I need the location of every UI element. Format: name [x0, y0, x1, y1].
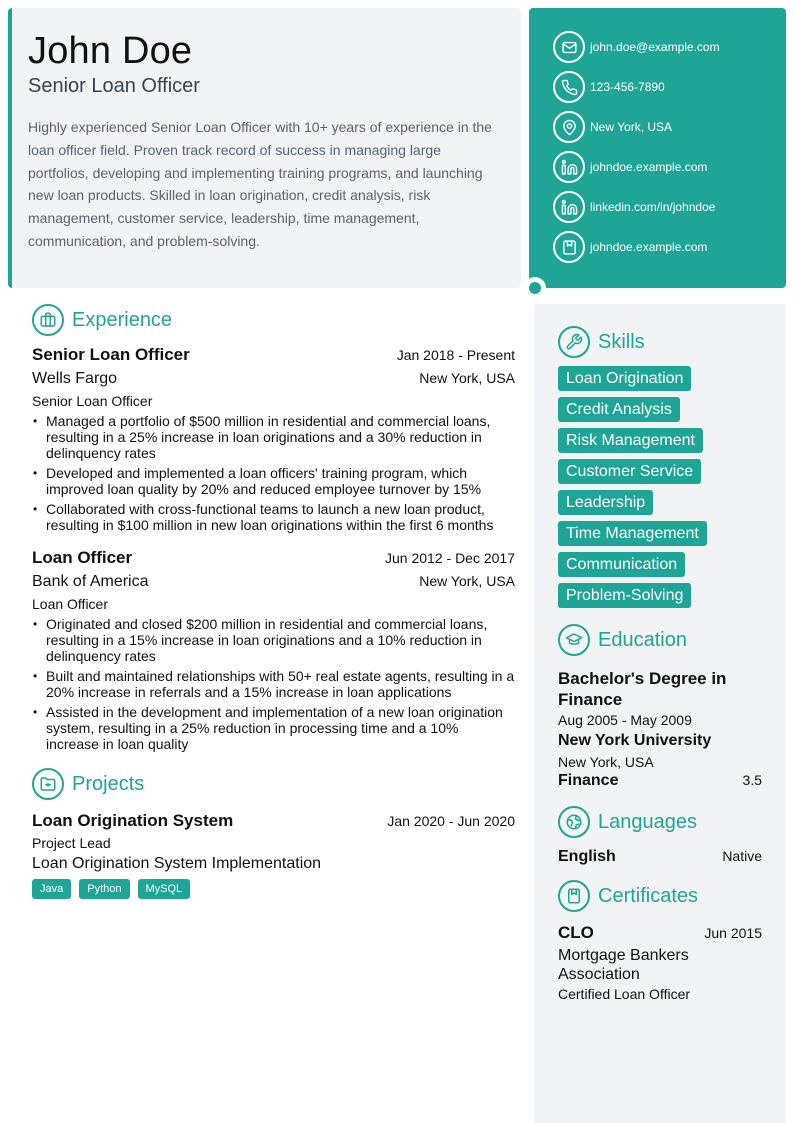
job-location: New York, USA — [419, 370, 515, 386]
graduation-cap-icon — [558, 624, 590, 656]
education-title: Education — [598, 628, 687, 651]
education-field: Finance — [558, 772, 619, 789]
certificate-issuer: Mortgage Bankers Association — [558, 947, 689, 983]
education-gpa: 3.5 — [742, 772, 762, 788]
tag-java: Java — [32, 879, 71, 899]
job-bullet: • Assisted in the development and implementation of a new loan origination system, resulting in a 25% reduction in processing time and a 10% increase in loan quality — [32, 704, 515, 752]
certificates-title: Certificates — [598, 884, 699, 907]
mail-icon — [553, 31, 585, 63]
candidate-name: John Doe — [28, 30, 193, 72]
contact-location-text: New York, USA — [590, 120, 673, 134]
certificate-date: Jun 2015 — [704, 925, 762, 941]
skill-badge: Credit Analysis — [558, 397, 680, 422]
project-description: Loan Origination System Implementation — [32, 855, 322, 872]
education-degree: Bachelor's Degree in Finance — [558, 669, 727, 709]
contact-linkedin-1-text: johndoe.example.com — [590, 160, 708, 174]
certificate-icon — [558, 880, 590, 912]
header-summary-panel — [8, 8, 521, 288]
project-name: Loan Origination System — [32, 811, 234, 830]
job-bullet: • Managed a portfolio of $500 million in residential and commercial loans, resulting in a 25% increase in loan originations and a 30% reduction in delinquency rates — [32, 413, 515, 461]
job-title: Senior Loan Officer — [32, 345, 190, 364]
job-dates: Jun 2012 - Dec 2017 — [385, 550, 515, 566]
skill-badge: Communication — [558, 552, 685, 577]
certificate-name: CLO — [558, 923, 594, 942]
contact-website-text: johndoe.example.com — [590, 240, 708, 254]
main-column — [32, 304, 515, 899]
contact-email[interactable] — [553, 31, 786, 63]
job-location: New York, USA — [419, 573, 515, 589]
education-location: New York, USA — [558, 754, 654, 770]
contact-linkedin-1[interactable] — [553, 151, 786, 183]
certificate-full-name: Certified Loan Officer — [558, 986, 691, 1002]
contact-panel — [529, 8, 786, 288]
projects-title: Projects — [72, 772, 145, 795]
divider-dot — [524, 277, 546, 299]
education-school: New York University — [558, 732, 712, 749]
job-company: Wells Fargo — [32, 370, 118, 387]
globe-icon — [558, 806, 590, 838]
wrench-icon — [558, 326, 590, 358]
job-bullet: • Collaborated with cross-functional teams to launch a new loan product, resulting in $100 million in new loan originations within the first 6 months — [32, 501, 515, 533]
job-title: Loan Officer — [32, 548, 133, 567]
education-dates: Aug 2005 - May 2009 — [558, 712, 692, 728]
linkedin-icon — [553, 151, 585, 183]
experience-title: Experience — [72, 308, 173, 331]
briefcase-icon — [32, 304, 64, 336]
skill-badge: Risk Management — [558, 428, 703, 453]
contact-linkedin-2[interactable] — [553, 191, 786, 223]
job-position: Senior Loan Officer — [32, 393, 153, 409]
contact-website[interactable] — [553, 231, 786, 263]
languages-heading — [558, 806, 762, 838]
contact-location — [553, 111, 786, 143]
job-bullet: • Originated and closed $200 million in residential and commercial loans, resulting in a 15% increase in loan originations and a 10% reduction in delinquency rates — [32, 616, 515, 664]
skill-badge: Loan Origination — [558, 366, 691, 391]
certificates-heading — [558, 880, 762, 912]
language-name: English — [558, 848, 616, 865]
job-bullets — [32, 413, 515, 533]
certificate-item — [558, 922, 762, 944]
phone-icon — [553, 71, 585, 103]
education-heading — [558, 624, 762, 656]
skills-list — [558, 366, 762, 608]
projects-heading — [32, 768, 515, 800]
contact-linkedin-2-text: linkedin.com/in/johndoe — [590, 200, 716, 214]
contact-email-text: john.doe@example.com — [590, 40, 720, 54]
skills-heading — [558, 326, 762, 358]
project-item — [32, 810, 515, 899]
location-icon — [553, 111, 585, 143]
languages-title: Languages — [598, 810, 697, 833]
folder-icon — [32, 768, 64, 800]
education-field-row — [558, 772, 762, 790]
project-tags — [32, 879, 515, 899]
website-icon — [553, 231, 585, 263]
job-position: Loan Officer — [32, 596, 109, 612]
job-dates: Jan 2018 - Present — [396, 347, 515, 363]
language-level: Native — [722, 848, 762, 864]
job-bullet: • Developed and implemented a loan officers' training program, which improved loan quality by 20% and reduced employee turnover by 15% — [32, 465, 515, 497]
sidebar — [534, 304, 786, 1123]
experience-heading — [32, 304, 515, 336]
professional-summary: Highly experienced Senior Loan Officer with 10+ years of experience in the loan officer field. Proven track record of success in managing large portfolios, developing and implementing training programs, and launching new loan products. Skilled in loan origination, credit analysis, risk management, customer service, leadership, time management, communication, and problem-solving. — [28, 119, 492, 249]
language-item — [558, 848, 762, 866]
tag-mysql: MySQL — [138, 879, 191, 899]
tag-python: Python — [79, 879, 129, 899]
skill-badge: Leadership — [558, 490, 653, 515]
contact-phone[interactable] — [553, 71, 786, 103]
skill-badge: Time Management — [558, 521, 707, 546]
skill-badge: Customer Service — [558, 459, 701, 484]
project-dates: Jan 2020 - Jun 2020 — [387, 813, 515, 829]
project-role: Project Lead — [32, 835, 111, 851]
experience-item — [32, 547, 515, 752]
job-bullet: • Built and maintained relationships with 50+ real estate agents, resulting in a 20% increase in referrals and a 15% increase in loan applications — [32, 668, 515, 700]
candidate-title: Senior Loan Officer — [28, 75, 200, 97]
job-bullets — [32, 616, 515, 752]
experience-item — [32, 344, 515, 533]
linkedin-icon — [553, 191, 585, 223]
skills-title: Skills — [598, 330, 645, 353]
skill-badge: Problem-Solving — [558, 583, 691, 608]
job-company: Bank of America — [32, 573, 149, 590]
contact-phone-text: 123-456-7890 — [590, 80, 665, 94]
